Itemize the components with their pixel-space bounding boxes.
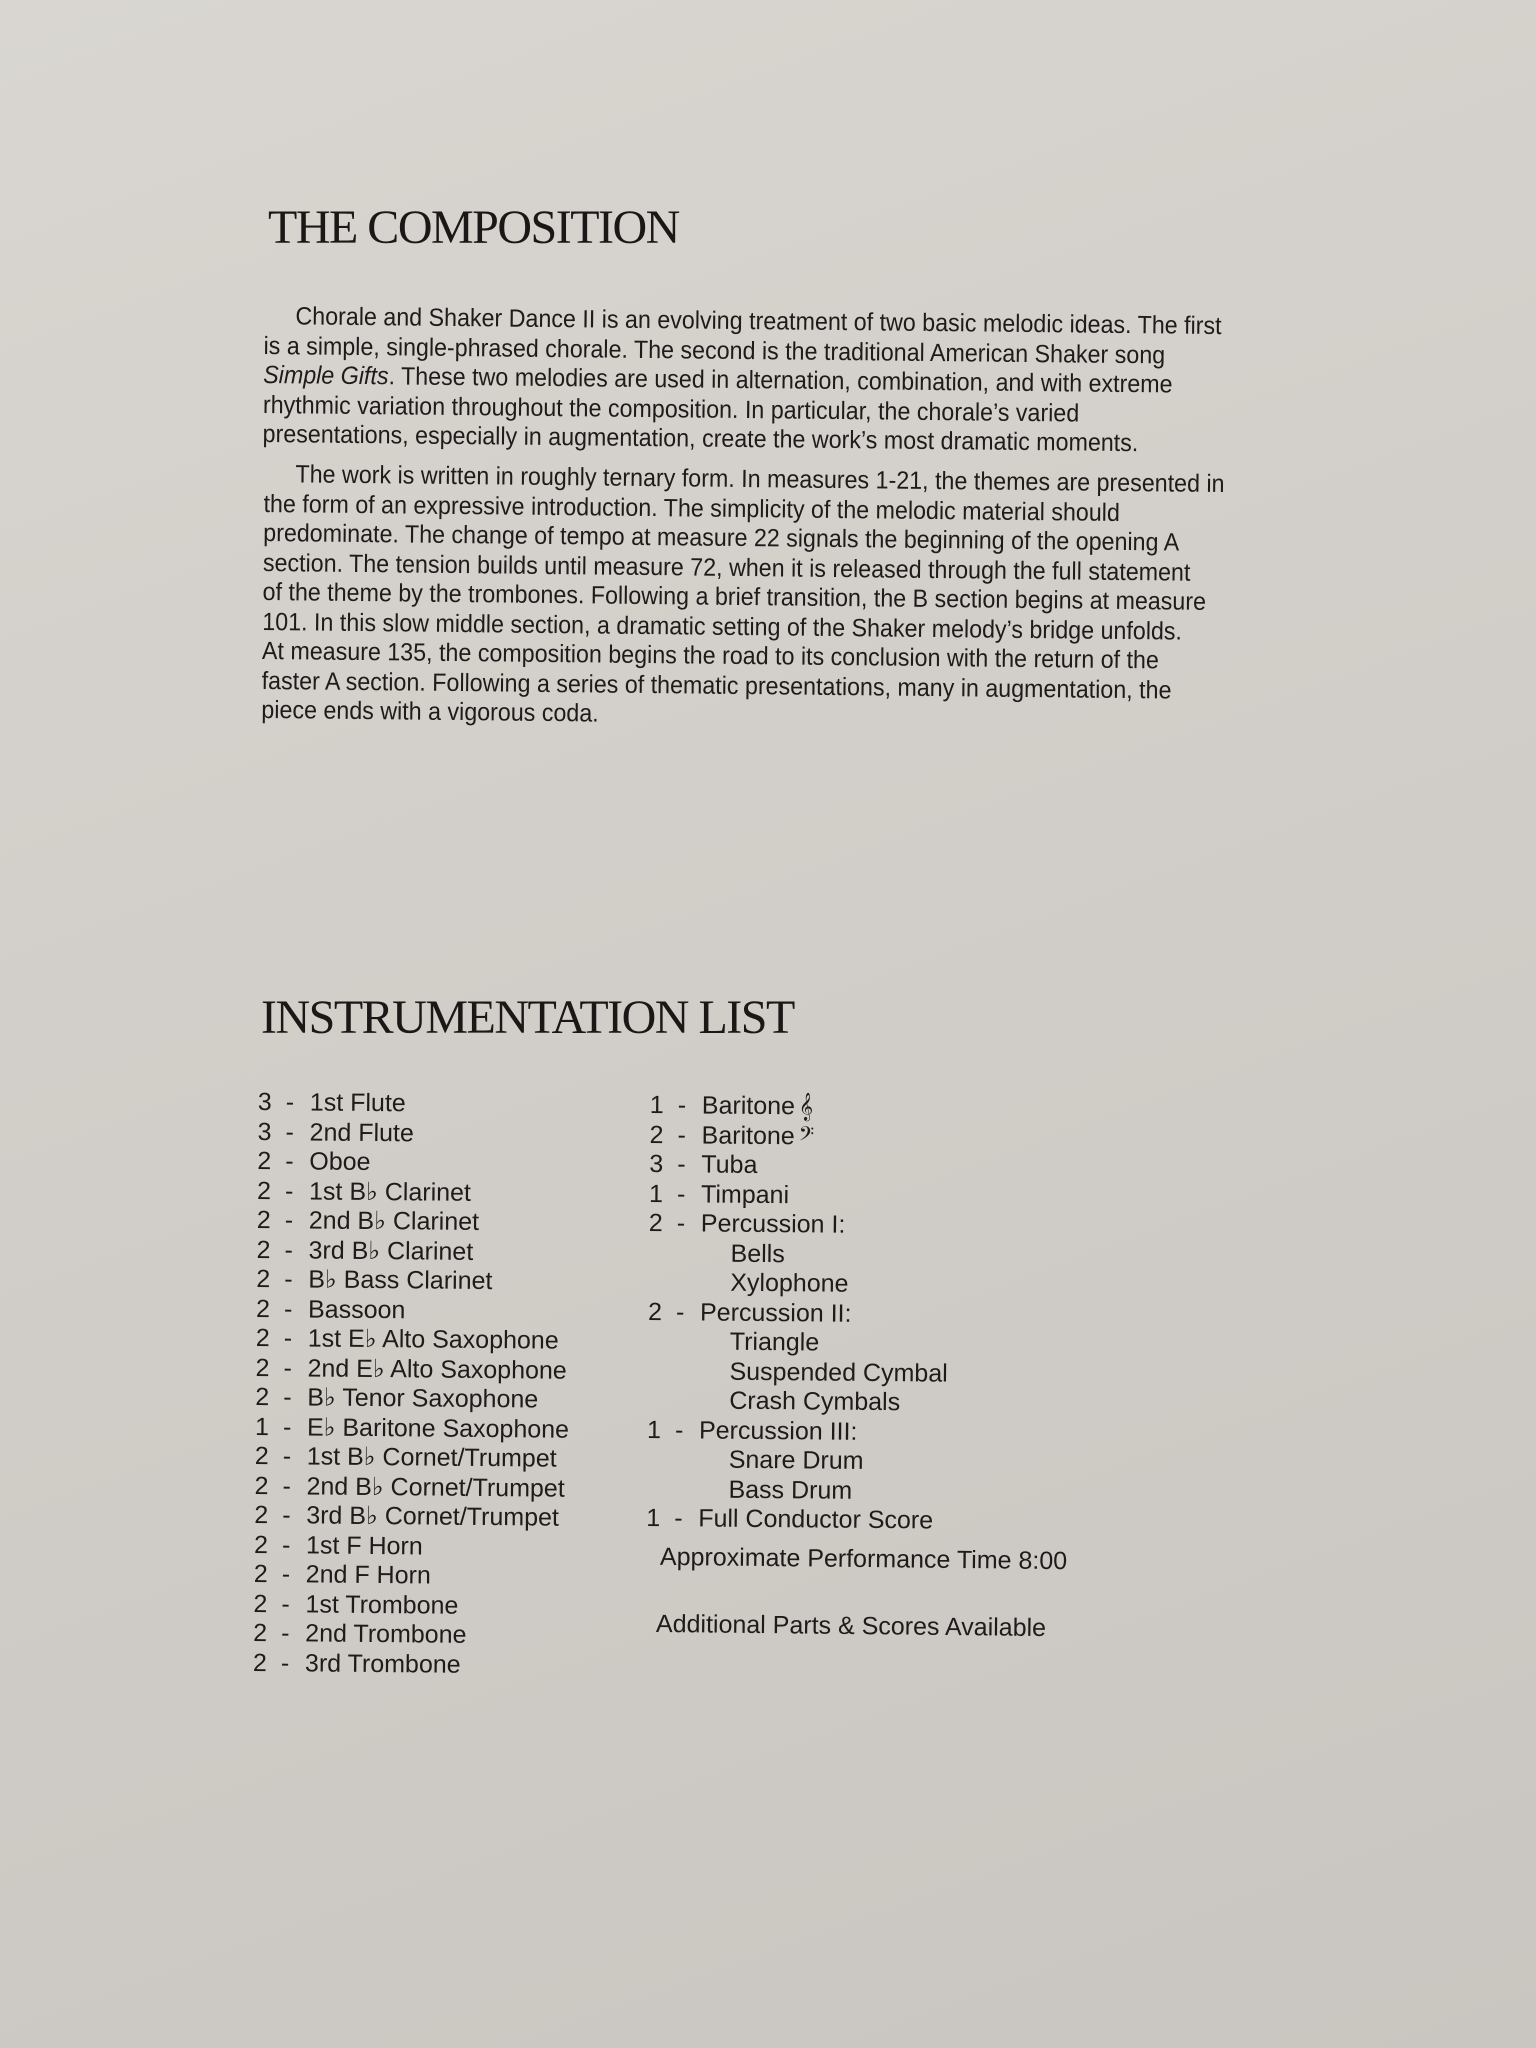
instrument-sub-name: Snare Drum <box>728 1445 864 1475</box>
instrument-row <box>255 1383 569 1415</box>
instrument-name: 2nd F Horn <box>305 1560 431 1590</box>
instrument-name: Baritone <box>701 1120 795 1150</box>
dash-separator: - <box>283 1324 293 1353</box>
instrument-row <box>257 1147 571 1179</box>
instrument-row <box>646 1504 946 1536</box>
instrument-row <box>647 1386 947 1418</box>
instrument-name: Timpani <box>700 1179 790 1209</box>
instrument-row <box>256 1294 570 1326</box>
instrument-quantity: 2 <box>255 1353 270 1382</box>
instrument-name: Baritone <box>701 1091 796 1121</box>
instrument-name: 2nd E♭ Alto Saxophone <box>307 1353 567 1385</box>
dash-separator: - <box>281 1619 290 1648</box>
instrument-sub-name: Crash Cymbals <box>729 1386 901 1417</box>
instrument-row <box>253 1619 567 1651</box>
paragraph-line: of the theme by the trombones. Following a brief transition, the B section begins at measure <box>262 577 1207 616</box>
instrument-row <box>649 1120 949 1152</box>
instrument-row <box>253 1589 567 1621</box>
instrument-row <box>649 1150 949 1182</box>
instrument-quantity: 2 <box>255 1323 270 1353</box>
instrument-name: Percussion I: <box>700 1209 846 1239</box>
instrument-quantity: 1 <box>646 1415 662 1444</box>
instrument-quantity: 2 <box>256 1264 271 1294</box>
instrument-quantity: 2 <box>649 1120 664 1149</box>
instrument-name: 2nd Flute <box>309 1117 414 1147</box>
line-text: rhythmic variation throughout the composition. In particular, the chorale’s varied <box>262 390 1080 428</box>
instrument-row <box>257 1176 571 1208</box>
instrument-name: 1st E♭ Alto Saxophone <box>307 1324 559 1355</box>
instrument-sub-name: Bells <box>730 1239 785 1268</box>
instrument-name: B♭ Tenor Saxophone <box>307 1383 539 1414</box>
instrument-name: Percussion II: <box>699 1297 852 1328</box>
line-text: is a simple, single-phrased chorale. The second is the traditional American Shaker song <box>263 331 1166 369</box>
instrument-row <box>255 1412 569 1444</box>
line-text: Chorale and Shaker Dance II is an evolving treatment of two basic melodic ideas. The first <box>295 302 1222 341</box>
instrument-name: 2nd B♭ Clarinet <box>308 1206 480 1236</box>
dash-separator: - <box>675 1297 685 1326</box>
instrument-quantity: 2 <box>253 1559 268 1589</box>
paragraph-line: 101. In this slow middle section, a dramatic setting of the Shaker melody’s bridge unfolds. <box>262 607 1183 646</box>
instrument-row <box>647 1415 947 1447</box>
instrument-name: Percussion III: <box>698 1415 858 1446</box>
instrument-row <box>255 1442 569 1474</box>
instrument-quantity: 2 <box>253 1530 269 1559</box>
instrument-quantity: 2 <box>252 1648 268 1677</box>
instrument-name: 3rd B♭ Cornet/Trumpet <box>306 1501 560 1532</box>
instrument-quantity: 2 <box>254 1471 269 1500</box>
instrument-quantity: 2 <box>255 1382 270 1412</box>
instrument-list-left <box>253 1088 572 1681</box>
instrument-name: 1st Trombone <box>305 1589 459 1620</box>
dash-separator: - <box>281 1589 290 1618</box>
instrument-quantity: 2 <box>256 1235 271 1264</box>
instrument-quantity: 2 <box>255 1294 271 1323</box>
paragraph-line: predominate. The change of tempo at measure 22 signals the beginning of the opening A <box>263 518 1180 557</box>
instrument-row <box>647 1445 947 1477</box>
dash-separator: - <box>674 1415 684 1444</box>
dash-separator: - <box>284 1265 293 1294</box>
dash-separator: - <box>676 1209 686 1238</box>
instrument-quantity: 2 <box>254 1500 269 1530</box>
instrument-quantity: 2 <box>256 1176 272 1205</box>
dash-separator: - <box>676 1179 686 1208</box>
instrument-list-right <box>646 1091 950 1536</box>
dash-separator: - <box>282 1501 291 1530</box>
instrument-row <box>253 1648 567 1680</box>
dash-separator: - <box>283 1353 293 1382</box>
instrument-quantity: 1 <box>254 1412 270 1441</box>
instrument-row <box>258 1088 572 1120</box>
paragraph-line: The work is written in roughly ternary form. In measures 1-21, the themes are presented in <box>295 460 1225 499</box>
instrument-quantity: 1 <box>646 1503 661 1533</box>
instrument-row <box>256 1265 570 1297</box>
dash-separator: - <box>285 1088 295 1117</box>
dash-separator: - <box>283 1294 293 1323</box>
instrument-row <box>648 1238 948 1270</box>
dash-separator: - <box>280 1648 290 1677</box>
instrument-quantity: 3 <box>649 1149 664 1179</box>
dash-separator: - <box>284 1206 294 1235</box>
italic-title: Simple Gifts <box>263 360 389 391</box>
instrument-row <box>650 1091 950 1123</box>
instrument-row <box>648 1327 948 1359</box>
dash-separator: - <box>284 1235 294 1264</box>
paragraph-line: the form of an expressive introduction. The simplicity of the melodic material should <box>263 489 1120 527</box>
instrument-quantity: 1 <box>648 1179 664 1208</box>
dash-separator: - <box>674 1504 683 1533</box>
instrument-sub-name: Bass Drum <box>728 1475 853 1505</box>
instrument-quantity: 3 <box>257 1117 272 1146</box>
instrument-quantity: 2 <box>648 1208 663 1238</box>
dash-separator: - <box>677 1150 686 1179</box>
instrumentation-heading: INSTRUMENTATION LIST <box>261 991 794 1044</box>
instrument-row <box>254 1501 568 1533</box>
instrument-name: 1st F Horn <box>305 1530 423 1560</box>
dash-separator: - <box>677 1091 687 1120</box>
instrument-row <box>256 1324 570 1356</box>
availability-note: Additional Parts & Scores Available <box>655 1609 1047 1643</box>
instrument-name: 3rd B♭ Clarinet <box>308 1235 474 1266</box>
instrument-row <box>648 1297 948 1329</box>
dash-separator: - <box>282 1412 292 1441</box>
instrument-name: 3rd Trombone <box>304 1648 461 1679</box>
instrument-sub-name: Suspended Cymbal <box>729 1357 948 1388</box>
instrument-row <box>254 1471 568 1503</box>
dash-separator: - <box>281 1560 291 1589</box>
dash-separator: - <box>283 1383 292 1412</box>
instrument-quantity: 2 <box>254 1441 269 1471</box>
paragraph-line: faster A section. Following a series of thematic presentations, many in augmentation, the <box>261 666 1172 705</box>
treble-clef-icon: 𝄞 <box>798 1092 814 1121</box>
dash-separator: - <box>285 1117 295 1146</box>
dash-separator: - <box>282 1442 292 1471</box>
instrument-name: 1st B♭ Cornet/Trumpet <box>306 1442 557 1473</box>
dash-separator: - <box>284 1176 294 1205</box>
instrument-quantity: 1 <box>649 1091 664 1120</box>
instrument-quantity: 2 <box>257 1146 272 1176</box>
dash-separator: - <box>285 1147 294 1176</box>
instrument-quantity: 2 <box>256 1205 271 1235</box>
instrument-quantity: 2 <box>647 1297 663 1326</box>
instrument-row <box>648 1268 948 1300</box>
instrument-row <box>255 1353 569 1385</box>
composition-heading: THE COMPOSITION <box>268 201 679 254</box>
instrument-row <box>647 1356 947 1388</box>
instrument-quantity: 3 <box>257 1088 272 1117</box>
line-text: presentations, especially in augmentation, create the work’s most dramatic moments. <box>262 419 1139 458</box>
instrument-quantity: 2 <box>253 1618 268 1648</box>
instrument-name: B♭ Bass Clarinet <box>308 1265 493 1296</box>
instrument-name: Oboe <box>309 1147 371 1176</box>
instrument-row <box>257 1117 571 1149</box>
performance-time: Approximate Performance Time 8:00 <box>659 1542 1068 1576</box>
line-text: . These two melodies are used in alternation, combination, and with extreme <box>388 362 1173 399</box>
dash-separator: - <box>282 1471 291 1500</box>
instrument-row <box>256 1235 570 1267</box>
instrument-name: Bassoon <box>307 1294 406 1324</box>
dash-separator: - <box>281 1530 291 1559</box>
instrument-sub-name: Xylophone <box>730 1268 849 1298</box>
paragraph-line: piece ends with a vigorous coda. <box>261 695 599 728</box>
instrument-row <box>646 1474 946 1506</box>
instrument-row <box>649 1179 949 1211</box>
instrument-row <box>257 1206 571 1238</box>
instrument-row <box>254 1530 568 1562</box>
instrument-row <box>649 1209 949 1241</box>
instrument-row <box>254 1560 568 1592</box>
instrument-name: 2nd Trombone <box>305 1619 467 1649</box>
paragraph-line: section. The tension builds until measure 72, when it is released through the full statement <box>262 548 1191 587</box>
instrument-name: E♭ Baritone Saxophone <box>306 1412 570 1444</box>
composition-paragraph-1 <box>262 302 1353 461</box>
instrument-name: 1st B♭ Clarinet <box>308 1176 472 1207</box>
instrument-name: Full Conductor Score <box>698 1504 934 1535</box>
dash-separator: - <box>677 1120 687 1149</box>
paragraph-line: At measure 135, the composition begins the road to its conclusion with the return of the <box>261 636 1160 675</box>
bass-clef-icon: 𝄢 <box>798 1121 815 1150</box>
composition-paragraph-2 <box>261 460 1354 737</box>
instrument-quantity: 2 <box>253 1589 268 1618</box>
instrument-name: 2nd B♭ Cornet/Trumpet <box>306 1471 565 1503</box>
instrument-name: Tuba <box>701 1150 758 1179</box>
instrument-name: 1st Flute <box>309 1088 406 1118</box>
instrument-sub-name: Triangle <box>729 1327 820 1357</box>
